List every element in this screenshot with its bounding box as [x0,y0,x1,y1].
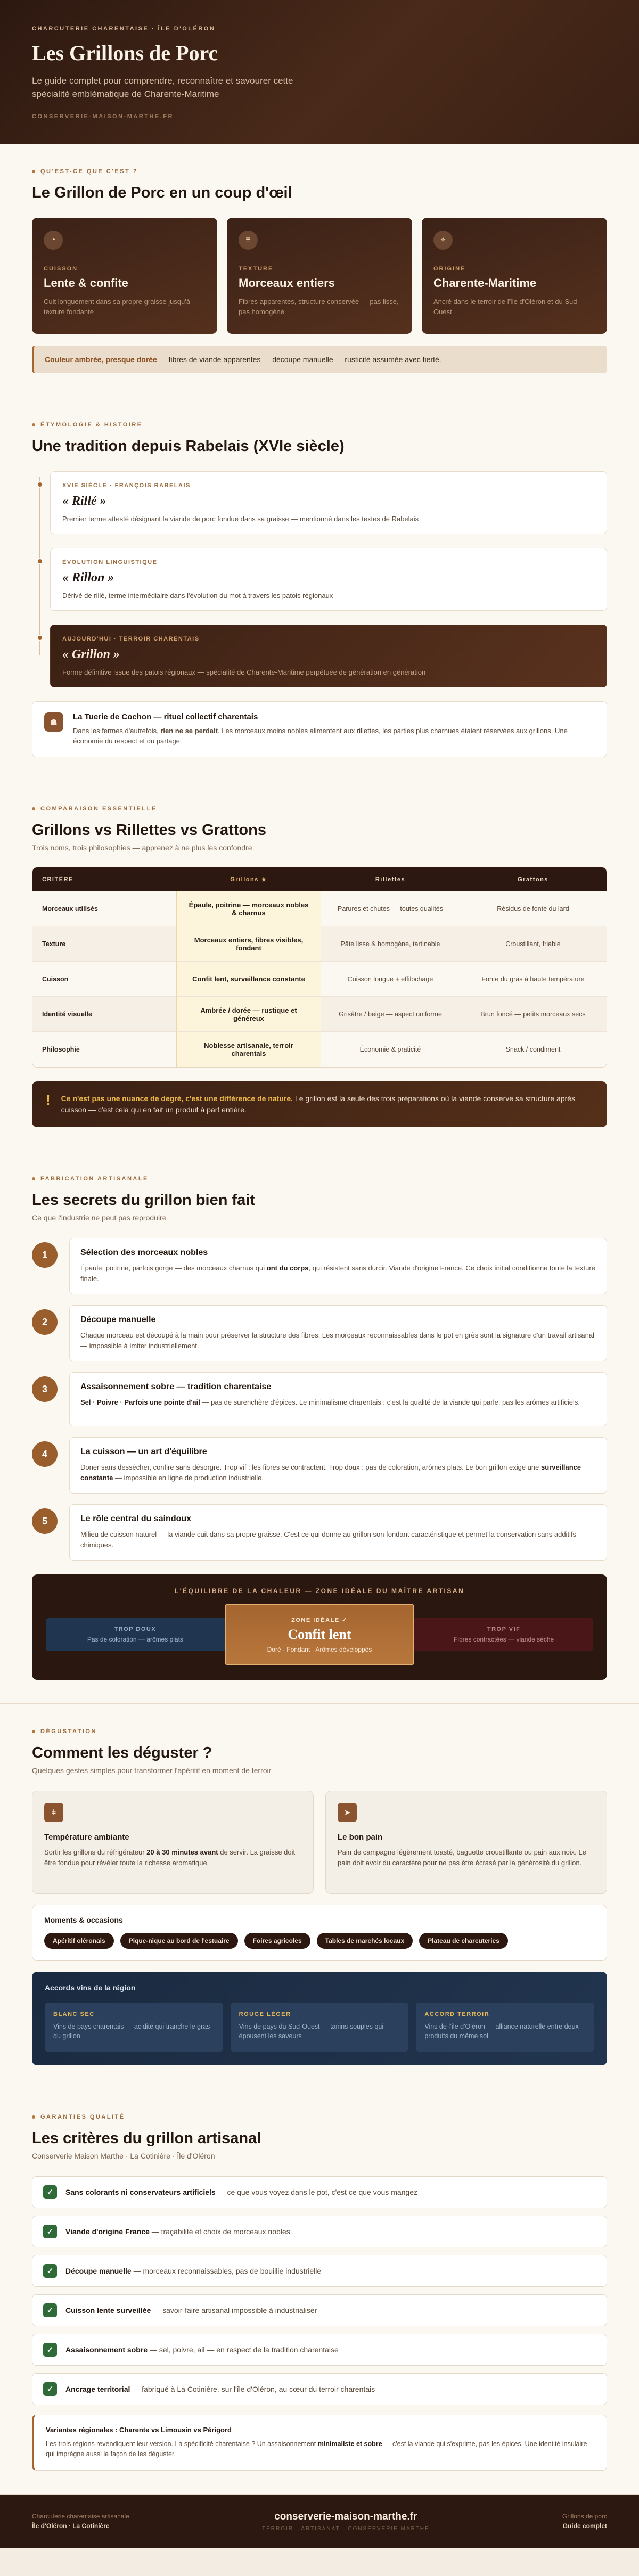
send-icon: ➤ [338,1803,357,1822]
step-text: Épaule, poitrine, parfois gorge — des morceaux charnus qui ont du corps, qui résistent sans durcir. Viande d'origine France. Ce choix initial conditionne toute la texture finale. [80,1264,595,1283]
check-item: ✓ Viande d'origine France — traçabilité et choix de morceaux nobles [32,2216,607,2247]
check-icon: ✓ [43,2225,57,2238]
dot-icon [32,1177,35,1180]
overview-card-cuisson [32,218,217,334]
step-title: Assaisonnement sobre — tradition charentaise [80,1382,272,1391]
tip-text: Pain de campagne légèrement toasté, baguette croustillante ou pain aux noix. Le pain doit avoir du caractère pour ne pas être écrasé par la générosité du grillon. [338,1848,586,1867]
timeline-title: « Grillon » [62,647,120,661]
timeline-title: « Rillon » [62,571,114,585]
timeline-text: Dérivé de rillé, terme intermédiaire dans l'évolution du mot à travers les patois régionaux [62,592,333,600]
table-cell: Économie & praticité [359,1046,421,1053]
table-row [32,891,607,926]
step-title: Découpe manuelle [80,1315,156,1324]
occasion-chips [44,1933,595,1949]
page-title: Les Grillons de Porc [32,41,218,65]
step-text: Chaque morceau est découpé à la main pour préserver la structure des fibres. Les morceaux reconnaissables dans le pot en grès sont la signature d'un travail artisanal — impossible à imiter industriellement. [80,1331,595,1350]
section-title: Les secrets du grillon bien fait [32,1192,255,1209]
table-cell: Grisâtre / beige — aspect uniforme [321,997,460,1032]
timeline-title: « Rillé » [62,494,106,508]
step-number: 5 [32,1508,58,1534]
timeline-item [50,548,607,611]
step-text: Milieu de cuisson naturel — la viande cuit dans sa propre graisse. C'est ce qui donne au grillon son fondant caractéristique et permet la conservation sans additifs chimiques. [80,1530,577,1549]
column-header: Grattons [460,867,607,891]
wine-card [416,2003,594,2052]
table-cell: Morceaux entiers, fibres visibles, fondant [176,926,321,962]
footer-location: Île d'Oléron · La Cotinière [32,2522,110,2530]
section-tasting [0,1704,639,2089]
section-title: Comment les déguster ? [32,1744,212,1761]
section-title: Grillons vs Rillettes vs Grattons [32,822,266,839]
comparison-alert [32,1081,607,1127]
step-title: Le rôle central du saindoux [80,1514,192,1523]
hero-site-link[interactable]: CONSERVERIE-MAISON-MARTHE.FR [32,113,174,120]
people-icon: ☗ [44,712,63,732]
card-text: Ancré dans le terroir de l'île d'Oléron et du Sud-Ouest [433,298,579,316]
dot-icon [32,1730,35,1733]
section-comparison [0,781,639,1151]
hero-header [0,0,639,144]
footer-right [562,2512,607,2531]
tip-card [32,1791,314,1894]
check-icon: ✓ [43,2303,57,2317]
table-cell: Philosophie [42,1046,80,1053]
wine-pairings-panel [32,1972,607,2065]
table-row [32,926,607,962]
table-cell: Brun foncé — petits morceaux secs [460,997,607,1032]
section-overview [0,144,639,397]
step-text: Sel · Poivre · Parfois une pointe d'ail — pas de surenchère d'épices. Le minimalisme charentais : c'est la qualité de la viande qui parle, pas les arômes artificiels. [80,1398,580,1406]
card-text: Cuit longuement dans sa propre graisse jusqu'à texture fondante [44,298,190,316]
section-eyebrow: DÉGUSTATION [32,1728,607,1735]
step-number: 4 [32,1441,58,1467]
card-label: TEXTURE [239,266,274,272]
overview-card-texture [227,218,412,334]
step-item [32,1372,607,1426]
card-text: Fibres apparentes, structure conservée — pas lisse, pas homogène [239,298,399,316]
occasions-title: Moments & occasions [44,1916,123,1924]
check-item: ✓ Ancrage territorial — fabriqué à La Cotinière, sur l'île d'Oléron, au cœur du terroir charentais [32,2373,607,2405]
check-item: ✓ Découpe manuelle — morceaux reconnaissables, pas de bouillie industrielle [32,2255,607,2287]
timeline-line [39,477,40,655]
zone-text: Pas de coloration — arômes plats [87,1636,183,1643]
check-icon: ✓ [43,2185,57,2199]
clock-icon: ◔ [44,231,63,250]
steps-list [32,1238,607,1561]
table-cell: Noblesse artisanale, terroir charentais [176,1032,321,1067]
step-text: Doner sans dessécher, confire sans désorgre. Trop vif : les fibres se contractent. Trop doux : pas de coloration, arômes plats. Le bon grillon exige une surveillance constante — impossible en ligne de production industrielle. [80,1463,581,1482]
dot-icon [32,423,35,426]
step-title: La cuisson — un art d'équilibre [80,1447,207,1456]
exclamation-icon: ! [46,1092,51,1108]
footer-tagline: TERROIR · ARTISANAT · CONSERVERIE MARTHE [262,2525,430,2532]
table-cell: Cuisson [32,962,176,997]
card-label: ORIGINE [433,266,466,272]
section-subtitle: Ce que l'industrie ne peut pas reproduire [32,1213,167,1222]
wine-text: Vins de pays charentais — acidité qui tranche le gras du grillon [53,2023,210,2040]
column-header: CRITÈRE [32,867,176,891]
table-cell: Cuisson longue + effilochage [321,962,460,997]
step-item [32,1305,607,1361]
section-title: Une tradition depuis Rabelais (XVIe siècle) [32,438,345,455]
heat-zone-cold [46,1618,225,1651]
timeline-dot-icon [37,635,43,641]
step-title: Sélection des morceaux nobles [80,1248,208,1257]
step-item [32,1504,607,1561]
step-number: 1 [32,1242,58,1268]
heat-zone-ideal [225,1604,415,1665]
table-cell: Identité visuelle [32,997,176,1032]
note-title: La Tuerie de Cochon — rituel collectif charentais [73,712,258,721]
dot-icon [32,170,35,173]
table-cell: Confit lent, surveillance constante [176,962,321,997]
regional-title: Variantes régionales : Charente vs Limousin vs Périgord [46,2426,232,2434]
hero-eyebrow: CHARCUTERIE CHARENTAISE · ÎLE D'OLÉRON [32,26,216,32]
section-subtitle: Quelques gestes simples pour transformer l'apéritif en moment de terroir [32,1766,272,1775]
section-eyebrow: FABRICATION ARTISANALE [32,1176,607,1182]
table-cell: Résidus de fonte du lard [460,891,607,926]
footer [0,2495,639,2548]
history-note [32,701,607,757]
step-card [69,1437,607,1494]
zone-text: Doré · Fondant · Arômes développés [267,1645,372,1653]
table-cell: Pâte lisse & homogène, tartinable [321,926,460,962]
table-cell: Morceaux utilisés [32,891,176,926]
zone-label: TROP DOUX [114,1626,157,1632]
history-timeline [32,471,607,687]
section-eyebrow: GARANTIES QUALITÉ [32,2114,607,2120]
step-item [32,1238,607,1294]
check-item: ✓ Cuisson lente surveillée — savoir-faire artisanal impossible à industrialiser [32,2294,607,2326]
card-title: Lente & confite [44,276,128,290]
section-title: Le Grillon de Porc en un coup d'œil [32,184,292,201]
overview-card-origine [422,218,607,334]
occasion-chip: Foires agricoles [244,1933,310,1949]
footer-text: Grillons de porc [562,2513,607,2520]
timeline-label: ÉVOLUTION LINGUISTIQUE [62,559,158,565]
occasions-panel [32,1905,607,1961]
footer-left [32,2512,129,2531]
regional-variants-note [32,2415,607,2471]
table-row [32,962,607,997]
footer-center [262,2511,430,2532]
section-subtitle: Trois noms, trois philosophies — apprenez à ne plus les confondre [32,843,252,852]
table-cell: Ambrée / dorée — rustique et généreux [176,997,321,1032]
occasion-chip: Tables de marchés locaux [317,1933,413,1949]
zone-title: Confit lent [288,1626,351,1642]
timeline-dot-icon [37,481,43,488]
column-header: Rillettes [321,867,460,891]
check-icon: ✓ [43,2264,57,2278]
regional-text: Les trois régions revendiquent leur version. La spécificité charentaise ? Un assaisonnement minimaliste et sobre — c'est la viande qui s'exprime, pas les épices. Une identité insulaire qui imprègne aussi la façon de les déguster. [46,2440,587,2458]
card-label: CUISSON [44,266,78,272]
tip-title: Le bon pain [338,1833,383,1842]
tasting-tips [32,1791,607,1894]
table-cell: Texture [32,926,176,962]
step-card [69,1238,607,1294]
section-subtitle: Conserverie Maison Marthe · La Cotinière · Île d'Oléron [32,2152,215,2160]
note-text: Dans les fermes d'autrefois, rien ne se perdait. Les morceaux moins nobles alimentent aux rillettes, les parties plus charnues étaient réservées aux grillons. Une économie du respect et du partage. [73,727,568,745]
layers-icon: ≡ [239,231,258,250]
table-cell: Croustillant, friable [460,926,607,962]
wine-text: Vins de l'île d'Oléron — alliance naturelle entre deux produits du même sol [424,2023,579,2040]
heat-balance-panel [32,1574,607,1680]
pin-icon: ⌖ [433,231,453,250]
alert-text: Ce n'est pas une nuance de degré, c'est une différence de nature. Le grillon est la seule des trois préparations où la viande conserve sa structure après cuisson — c'est cela qui en fait un produit à part entière. [61,1094,575,1114]
dot-icon [32,807,35,810]
check-item: ✓ Assaisonnement sobre — sel, poivre, ail — en respect de la tradition charentaise [32,2334,607,2366]
wine-title: Accords vins de la région [45,1983,136,1992]
hero-subtitle: Le guide complet pour comprendre, reconnaître et savourer cette spécialité emblématique de Charente-Maritime [32,76,293,99]
zone-label: TROP VIF [487,1626,521,1632]
section-quality [0,2089,639,2495]
tip-card [325,1791,607,1894]
table-header [32,867,607,891]
wine-card [45,2003,223,2052]
section-eyebrow: ÉTYMOLOGIE & HISTOIRE [32,422,607,428]
heat-zone-hot [414,1618,593,1651]
overview-cards [32,218,607,334]
timeline-item-current [50,625,607,687]
section-eyebrow: QU'EST-CE QUE C'EST ? [32,168,607,175]
zone-label: ZONE IDÉALE ✓ [291,1617,348,1623]
step-card [69,1305,607,1361]
occasion-chip: Apéritif oléronais [44,1933,114,1949]
table-cell: Snack / condiment [505,1046,561,1053]
step-number: 3 [32,1376,58,1402]
wine-label: ROUGE LÉGER [239,2011,291,2017]
wine-label: BLANC SEC [53,2011,95,2017]
step-item [32,1437,607,1494]
column-header: Grillons ★ [176,867,321,891]
footer-text-bold: Guide complet [562,2522,607,2530]
card-title: Charente-Maritime [433,276,537,290]
table-row [32,997,607,1032]
footer-text: Charcuterie charentaise artisanale [32,2513,129,2520]
wine-label: ACCORD TERROIR [424,2011,490,2017]
table-row [32,1032,607,1067]
table-cell: Parures et chutes — toutes qualités [321,891,460,926]
timeline-dot-icon [37,558,43,564]
thermometer-icon: ǂ [44,1803,63,1822]
heat-scale [46,1604,593,1665]
tip-title: Température ambiante [44,1833,129,1842]
wine-text: Vins de pays du Sud-Ouest — tanins souples qui épousent les saveurs [239,2023,384,2040]
check-item: ✓ Sans colorants ni conservateurs artificiels — ce que vous voyez dans le pot, c'est ce que vous mangez [32,2176,607,2208]
dot-icon [32,2115,35,2119]
footer-site-link[interactable]: conserverie-maison-marthe.fr [274,2511,417,2522]
check-icon: ✓ [43,2343,57,2357]
wine-grid [45,2003,594,2052]
step-card [69,1372,607,1426]
occasion-chip: Pique-nique au bord de l'estuaire [120,1933,238,1949]
timeline-label: AUJOURD'HUI · TERROIR CHARENTAIS [62,636,200,642]
timeline-label: XVIE SIÈCLE · FRANÇOIS RABELAIS [62,482,191,489]
wine-card [231,2003,409,2052]
step-card [69,1504,607,1561]
section-title: Les critères du grillon artisanal [32,2130,261,2147]
heat-title: L'ÉQUILIBRE DE LA CHALEUR — ZONE IDÉALE DU MAÎTRE ARTISAN [174,1587,465,1595]
section-history [0,397,639,781]
section-eyebrow: COMPARAISON ESSENTIELLE [32,806,607,812]
section-fabrication [0,1151,639,1704]
card-title: Morceaux entiers [239,276,335,290]
step-number: 2 [32,1309,58,1335]
comparison-table [32,867,607,1068]
tip-text: Sortir les grillons du réfrigérateur 20 à 30 minutes avant de servir. La graisse doit être fondue pour révéler toute la richesse aromatique. [44,1848,296,1867]
overview-summary: Couleur ambrée, presque dorée — fibres de viande apparentes — découpe manuelle — rusticité assumée avec fierté. [32,346,607,373]
table-cell: Fonte du gras à haute température [460,962,607,997]
timeline-item [50,471,607,534]
quality-checklist [32,2176,607,2405]
zone-text: Fibres contractées — viande sèche [454,1636,554,1643]
check-icon: ✓ [43,2382,57,2396]
table-cell: Épaule, poitrine — morceaux nobles & charnus [176,891,321,926]
occasion-chip: Plateau de charcuteries [419,1933,508,1949]
timeline-text: Forme définitive issue des patois régionaux — spécialité de Charente-Maritime perpétuée de génération en génération [62,668,426,676]
timeline-text: Premier terme attesté désignant la viande de porc fondue dans sa graisse — mentionné dans les textes de Rabelais [62,515,419,523]
